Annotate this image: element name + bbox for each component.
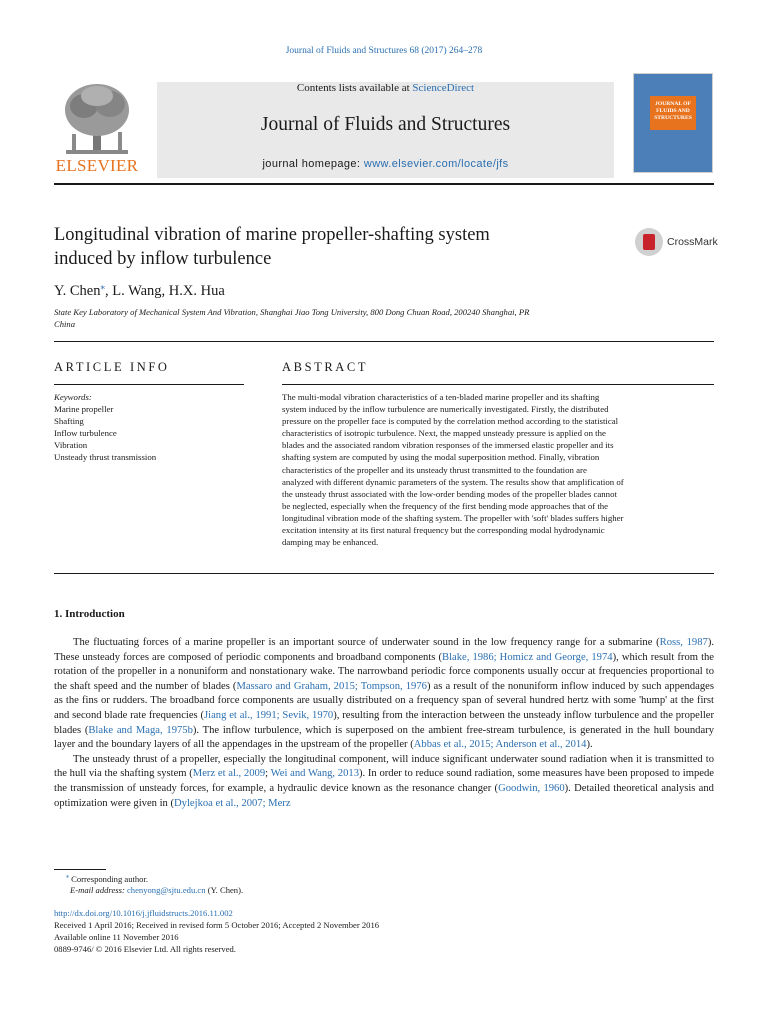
available-online-date: Available online 11 November 2016 bbox=[54, 932, 179, 942]
abstract-line: shafting system are computed by using the modal superposition method. Finally, vibration bbox=[282, 452, 600, 463]
abstract-line: The multi-modal vibration characteristics of a ten-bladed marine propeller and its shafting bbox=[282, 392, 600, 402]
affiliation-line-1: State Key Laboratory of Mechanical System And Vibration, Shanghai Jiao Tong University, 800 Dong Chuan Road, 200240 Shanghai, PR bbox=[54, 307, 530, 317]
article-title-line-1: Longitudinal vibration of marine propeller-shafting system bbox=[54, 225, 490, 245]
copyright-line: 0889-9746/ © 2016 Elsevier Ltd. All rights reserved. bbox=[54, 944, 236, 954]
paragraph bbox=[54, 636, 714, 753]
keyword: Shafting bbox=[54, 416, 84, 426]
abstract-heading: ABSTRACT bbox=[282, 360, 369, 374]
footnote-text: Corresponding author. bbox=[71, 873, 149, 884]
contents-line bbox=[157, 82, 614, 94]
header-divider bbox=[54, 183, 714, 185]
abstract-line: characteristics of the propeller and its unsteady thrust transmitted to the foundation are bbox=[282, 464, 587, 475]
paragraph-text: ). These unsteady forces are composed of periodic components and broadband components ( bbox=[54, 637, 714, 663]
article-title bbox=[54, 223, 614, 271]
citation-link[interactable]: Jiang et al., 1991; Sevik, 1970 bbox=[204, 709, 334, 721]
citation-link[interactable]: Blake and Maga, 1975b bbox=[88, 724, 193, 736]
title-divider bbox=[54, 341, 714, 342]
abstract-bottom-divider bbox=[54, 573, 714, 574]
abstract-line: pressure on the propeller face is computed by the correlation method according to the statistical bbox=[282, 416, 619, 427]
article-info-heading: ARTICLE INFO bbox=[54, 360, 170, 374]
abstract-line: excitation intensity at its first natural frequency but the corresponding modal hydrodynamic bbox=[282, 525, 605, 536]
affiliation bbox=[54, 306, 629, 330]
citation-link[interactable]: Abbas et al., 2015; Anderson et al., 2014 bbox=[413, 739, 587, 751]
contents-prefix: Contents lists available at bbox=[296, 82, 410, 94]
citation-link[interactable]: Massaro and Graham, 2015; Tompson, 1976 bbox=[236, 680, 427, 692]
received-dates: Received 1 April 2016; Received in revised form 5 October 2016; Accepted 2 November 2016 bbox=[54, 920, 380, 930]
paragraph-text: ), which result from the rotation of the propeller in a nonuniform and nonstationary wake. The narrowband periodic force components usually occur at frequencies proportional to the shaft speed and the number of blades ( bbox=[54, 651, 715, 692]
journal-citation-link[interactable]: Journal of Fluids and Structures 68 (2017) 264–278 bbox=[285, 46, 483, 56]
email-footnote bbox=[70, 885, 243, 895]
citation-link[interactable]: Ross, 1987 bbox=[659, 637, 708, 648]
citation-link[interactable]: Wei and Wang, 2013 bbox=[270, 768, 359, 780]
corresponding-author-mark[interactable]: ⁎ bbox=[100, 281, 105, 291]
article-title-line-2: induced by inflow turbulence bbox=[54, 249, 272, 269]
paragraph-text: ). In order to reduce sound radiation, some measures have been proposed to impede the transmission of unsteady forces, for example, a hydraulic device known as the resonance changer ( bbox=[54, 768, 714, 794]
email-link[interactable]: chenyong@sjtu.edu.cn bbox=[126, 885, 206, 895]
keyword: Marine propeller bbox=[54, 404, 114, 414]
author-list bbox=[54, 281, 225, 300]
paragraph-text: ) as a result of the nonuniform inflow induced by such appendages as the fins or rudders. The broadband force components are usually distributed on a frequency span of several hundred hertz with some 'hump' at the first and second blade rate frequencies ( bbox=[54, 680, 714, 721]
abstract-line: blades and the associated random vibration responses of the immersed elastic propeller and its bbox=[282, 440, 614, 451]
doi-link[interactable]: http://dx.doi.org/10.1016/j.jfluidstructs.2016.11.002 bbox=[54, 908, 233, 918]
paragraph-text: ), resulting from the interaction between the unsteady inflow turbulence and the propeller blades ( bbox=[54, 709, 714, 736]
cover-label: JOURNAL OF FLUIDS AND STRUCTURES bbox=[650, 96, 696, 130]
abstract-line: characteristics of isotropic turbulence. Next, the mapped unsteady pressure is applied on the bbox=[282, 428, 606, 439]
citation-link[interactable]: Dylejkoa et al., 2007; Merz bbox=[174, 797, 291, 809]
homepage-prefix: journal homepage: bbox=[262, 158, 361, 170]
citation-link[interactable]: Merz et al., 2009 bbox=[192, 768, 266, 780]
abstract-line: damping may be enhanced. bbox=[282, 537, 379, 548]
corresponding-author-footnote bbox=[66, 873, 148, 884]
email-label: E-mail address: bbox=[70, 885, 125, 895]
paragraph-text: ). bbox=[586, 739, 593, 751]
crossmark-label: CrossMark bbox=[667, 236, 718, 248]
crossmark-icon bbox=[635, 228, 663, 256]
citation-link[interactable]: Goodwin, 1960 bbox=[498, 782, 565, 794]
homepage-link[interactable]: www.elsevier.com/locate/jfs bbox=[363, 158, 509, 170]
journal-cover-thumbnail bbox=[633, 73, 713, 173]
paragraph-text: ; bbox=[265, 768, 271, 780]
article-info-divider bbox=[54, 384, 244, 385]
affiliation-line-2: China bbox=[54, 319, 76, 329]
abstract-line: system induced by the inflow turbulence are numerically investigated. Firstly, the distributed bbox=[282, 404, 609, 415]
journal-title: Journal of Fluids and Structures bbox=[260, 114, 511, 135]
publisher-wordmark: ELSEVIER bbox=[55, 156, 139, 175]
footnote-mark: ⁎ bbox=[66, 874, 69, 880]
elsevier-logo bbox=[54, 80, 140, 176]
keyword: Unsteady thrust transmission bbox=[54, 452, 157, 462]
abstract-line: longitudinal vibration mode of the shafting system. The propeller with 'soft' blades suffers higher bbox=[282, 512, 624, 523]
keyword: Vibration bbox=[54, 440, 88, 450]
crossmark-button[interactable] bbox=[635, 228, 718, 258]
citation-link[interactable]: Blake, 1986; Homicz and George, 1974 bbox=[442, 651, 613, 663]
author-name: Y. Chen bbox=[54, 282, 101, 299]
section-heading: 1. Introduction bbox=[54, 608, 125, 620]
paragraph-text: The unsteady thrust of a propeller, especially the longitudinal component, will induce significant underwater sound radiation when it is transmitted to the hull via the shafting system ( bbox=[54, 753, 714, 780]
abstract-line: analyzed with different dynamic parameters of the system. The results show that amplification of bbox=[282, 476, 624, 487]
abstract-text bbox=[282, 391, 714, 548]
other-authors: , L. Wang, H.X. Hua bbox=[104, 282, 225, 299]
keyword: Inflow turbulence bbox=[54, 428, 117, 438]
email-suffix: (Y. Chen). bbox=[207, 885, 244, 895]
sciencedirect-link[interactable]: ScienceDirect bbox=[412, 82, 475, 94]
abstract-divider bbox=[282, 384, 714, 385]
paragraph bbox=[54, 753, 714, 811]
paragraph-text: ). The inflow turbulence, which is superposed on the ambient free-stream turbulence, is generated in the hull boundary layer and the boundary layers of all the appendages in the upstream of the propeller ( bbox=[54, 724, 714, 751]
footnote-divider bbox=[54, 869, 106, 870]
introduction-body bbox=[54, 636, 714, 811]
abstract-line: the unsteady thrust associated with the low-order bending modes of the propeller blades cannot bbox=[282, 488, 617, 499]
journal-homepage bbox=[157, 158, 614, 170]
paragraph-text: The fluctuating forces of a marine propeller is an important source of underwater sound in the low frequency range for a submarine ( bbox=[73, 637, 660, 648]
abstract-line: be neglected, especially when the frequency of the first bending mode approaches that of the bbox=[282, 500, 609, 511]
elsevier-tree-icon bbox=[62, 82, 132, 156]
paragraph-text: ). Detailed theoretical analysis and optimization were given in ( bbox=[54, 782, 714, 809]
keywords-label: Keywords: bbox=[54, 392, 92, 402]
